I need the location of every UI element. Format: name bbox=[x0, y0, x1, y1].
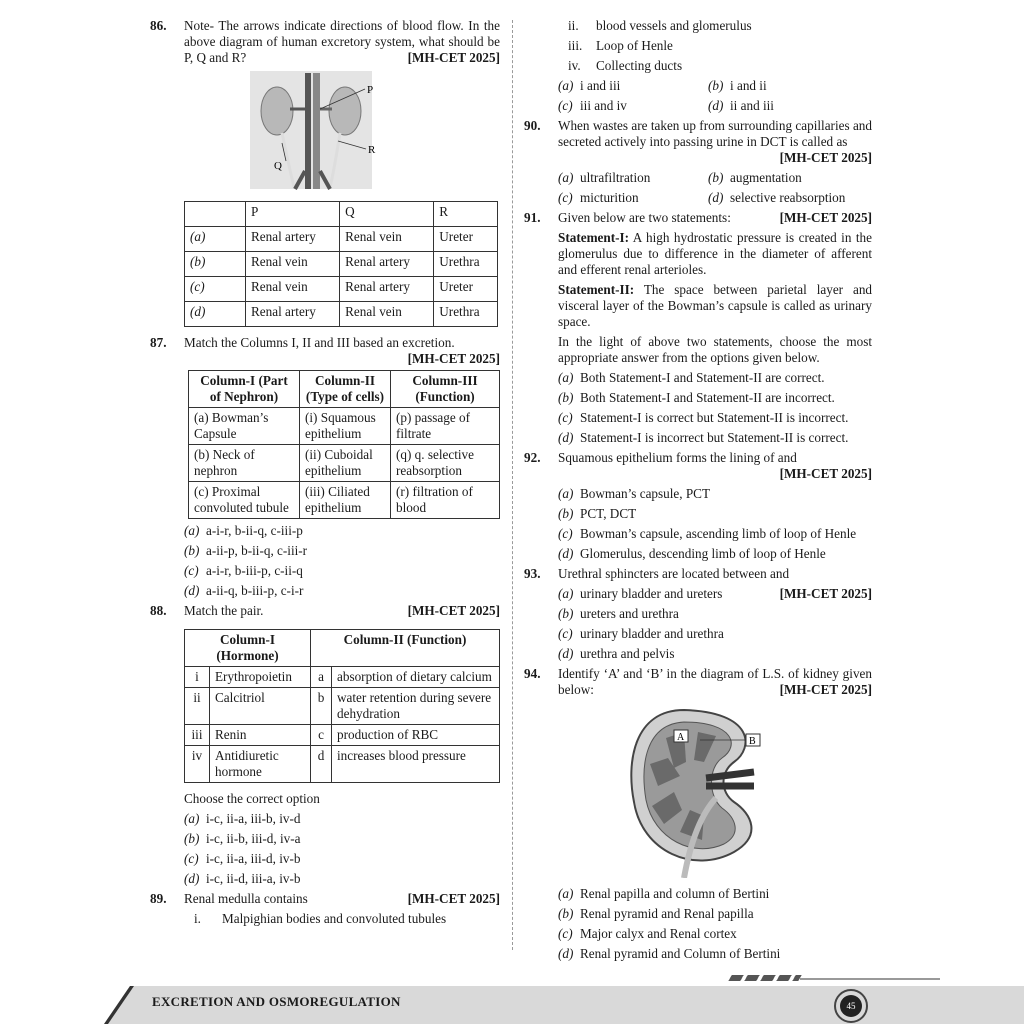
exam-tag: [MH-CET 2025] bbox=[779, 210, 872, 225]
question-number: 86. bbox=[150, 18, 167, 33]
option-letter: (b) bbox=[558, 606, 574, 621]
option-text: i-c, ii-d, iii-a, iv-b bbox=[206, 871, 301, 886]
table-cell: Antidiuretic hormone bbox=[210, 746, 311, 783]
option-text: ureters and urethra bbox=[580, 606, 679, 621]
table-cell: ii bbox=[185, 688, 210, 725]
option-text: Renal pyramid and Column of Bertini bbox=[580, 946, 781, 961]
question-92 bbox=[524, 450, 872, 482]
page-number: 45 bbox=[840, 995, 862, 1017]
footer-rule bbox=[800, 978, 940, 980]
table-cell: (ii) Cuboidal epithelium bbox=[300, 445, 391, 482]
option-text: iii and iv bbox=[580, 98, 627, 113]
option bbox=[524, 486, 872, 502]
table-cell: b bbox=[311, 688, 332, 725]
item-numeral: i. bbox=[194, 911, 201, 926]
question-89 bbox=[150, 891, 500, 907]
question-number: 88. bbox=[150, 603, 167, 618]
question-number: 90. bbox=[524, 118, 541, 133]
list-item bbox=[150, 911, 500, 927]
kidney-ls-figure bbox=[624, 702, 774, 878]
table-row bbox=[185, 277, 498, 302]
table-header-row bbox=[185, 202, 498, 227]
label-r: R bbox=[368, 144, 376, 156]
option-text: Renal papilla and column of Bertini bbox=[580, 886, 770, 901]
option-text: i and ii bbox=[730, 78, 767, 93]
option-letter: (c) bbox=[184, 851, 199, 866]
excretory-system-figure bbox=[250, 71, 380, 191]
table-cell: Ureter bbox=[434, 277, 498, 302]
option-text: Both Statement-I and Statement-II are incorrect. bbox=[580, 390, 835, 405]
option-text: ii and iii bbox=[730, 98, 774, 113]
option-letter: (a) bbox=[184, 811, 200, 826]
table-cell: Renal artery bbox=[246, 227, 340, 252]
option-letter: (b) bbox=[558, 506, 574, 521]
question-number: 91. bbox=[524, 210, 541, 225]
option-letter: (d) bbox=[708, 190, 724, 205]
option-letter: (c) bbox=[558, 410, 573, 425]
exam-tag: [MH-CET 2025] bbox=[779, 150, 872, 165]
question-86 bbox=[150, 18, 500, 66]
option bbox=[524, 946, 872, 962]
option-letter: (c) bbox=[558, 626, 573, 641]
option-text: PCT, DCT bbox=[580, 506, 637, 521]
table-cell: i bbox=[185, 667, 210, 688]
table-cell: Renal vein bbox=[340, 227, 434, 252]
question-text: Urethral sphincters are located between and bbox=[558, 566, 790, 581]
option-text: selective reabsorption bbox=[730, 190, 846, 205]
option bbox=[150, 543, 500, 559]
question-91 bbox=[524, 210, 872, 226]
option bbox=[524, 586, 872, 602]
option-text: Major calyx and Renal cortex bbox=[580, 926, 737, 941]
option-text: urethra and pelvis bbox=[580, 646, 675, 661]
exam-tag: [MH-CET 2025] bbox=[407, 351, 500, 366]
table-cell: Renal vein bbox=[340, 302, 434, 327]
table-cell: (r) filtration of blood bbox=[391, 482, 500, 519]
table-cell: (p) passage of filtrate bbox=[391, 408, 500, 445]
exam-tag: [MH-CET 2025] bbox=[407, 50, 500, 65]
option-letter: (a) bbox=[558, 886, 574, 901]
table-cell: Urethra bbox=[434, 302, 498, 327]
option-text: Statement-I is correct but Statement-II is incorrect. bbox=[580, 410, 849, 425]
item-text: Loop of Henle bbox=[596, 38, 673, 53]
table-cell: water retention during severe dehydration bbox=[332, 688, 500, 725]
item-text: Malpighian bodies and convoluted tubules bbox=[222, 911, 447, 926]
statement-1 bbox=[524, 230, 872, 278]
option-row bbox=[524, 170, 872, 186]
table-row bbox=[185, 252, 498, 277]
question-87 bbox=[150, 335, 500, 367]
option-letter: (b) bbox=[708, 78, 724, 93]
statement-text: A high hydrostatic pressure is created in the glomerulus due to difference in the diameter of afferent and efferent renal arterioles. bbox=[558, 230, 872, 277]
option-text: urinary bladder and urethra bbox=[580, 626, 724, 641]
table-row bbox=[185, 688, 500, 725]
exam-tag: [MH-CET 2025] bbox=[779, 682, 872, 697]
option-letter: (c) bbox=[558, 926, 573, 941]
option-letter: (b) bbox=[558, 906, 574, 921]
table-row bbox=[185, 725, 500, 746]
option bbox=[524, 370, 872, 386]
table-cell bbox=[185, 202, 246, 227]
table-header: Column-III (Function) bbox=[391, 371, 500, 408]
table-row bbox=[189, 445, 500, 482]
option bbox=[524, 906, 872, 922]
question-text: Note- The arrows indicate directions of blood flow. In the above diagram of human excretory system, what should be P, Q and R? bbox=[184, 18, 500, 65]
option-text: i-c, ii-b, iii-d, iv-a bbox=[206, 831, 301, 846]
list-item bbox=[524, 58, 872, 74]
question-90 bbox=[524, 118, 872, 166]
question-text: Match the Columns I, II and III based an excretion. bbox=[184, 335, 455, 350]
statement-label: Statement-I: bbox=[558, 230, 630, 245]
option bbox=[150, 871, 500, 887]
exam-tag: [MH-CET 2025] bbox=[779, 466, 872, 481]
option-letter: (d) bbox=[558, 546, 574, 561]
option-letter: (d) bbox=[558, 646, 574, 661]
table-cell: c bbox=[311, 725, 332, 746]
table-cell: Q bbox=[340, 202, 434, 227]
option-letter: (b) bbox=[184, 543, 200, 558]
option-letter: (d) bbox=[558, 946, 574, 961]
table-cell: (a) bbox=[185, 227, 246, 252]
option bbox=[524, 926, 872, 942]
table-row bbox=[189, 408, 500, 445]
option-row bbox=[524, 98, 872, 114]
table-cell: (b) Neck of nephron bbox=[189, 445, 300, 482]
question-text: Given below are two statements: bbox=[558, 210, 731, 225]
table-cell: (iii) Ciliated epithelium bbox=[300, 482, 391, 519]
option-text: a-i-r, b-iii-p, c-ii-q bbox=[206, 563, 303, 578]
option bbox=[524, 646, 872, 662]
exam-tag: [MH-CET 2025] bbox=[407, 891, 500, 906]
table-cell: Urethra bbox=[434, 252, 498, 277]
q87-table bbox=[188, 370, 500, 519]
label-q: Q bbox=[274, 160, 282, 172]
question-number: 92. bbox=[524, 450, 541, 465]
option bbox=[150, 523, 500, 539]
table-cell: iv bbox=[185, 746, 210, 783]
option-letter: (a) bbox=[558, 370, 574, 385]
table-cell: d bbox=[311, 746, 332, 783]
option bbox=[524, 606, 872, 622]
option-letter: (a) bbox=[558, 486, 574, 501]
option-letter: (c) bbox=[184, 563, 199, 578]
table-header: Column-I (Hormone) bbox=[185, 630, 311, 667]
option bbox=[150, 851, 500, 867]
question-number: 89. bbox=[150, 891, 167, 906]
table-cell: Renal vein bbox=[246, 252, 340, 277]
option-letter: (c) bbox=[558, 98, 573, 113]
label-b: B bbox=[749, 736, 756, 747]
question-93 bbox=[524, 566, 872, 582]
list-item bbox=[524, 38, 872, 54]
column-divider bbox=[512, 20, 513, 950]
list-item bbox=[524, 18, 872, 34]
question-text: Identify ‘A’ and ‘B’ in the diagram of L.S. of kidney given below: bbox=[558, 666, 872, 697]
q88-table bbox=[184, 629, 500, 783]
option-row bbox=[524, 78, 872, 94]
table-cell: (q) q. selective reabsorption bbox=[391, 445, 500, 482]
option-row bbox=[524, 190, 872, 206]
statement-text: The space between parietal layer and visceral layer of the Bowman’s capsule is called as urinary space. bbox=[558, 282, 873, 329]
table-cell: R bbox=[434, 202, 498, 227]
table-header-row bbox=[189, 371, 500, 408]
table-cell: (b) bbox=[185, 252, 246, 277]
table-cell: Renal vein bbox=[246, 277, 340, 302]
option-letter: (d) bbox=[708, 98, 724, 113]
option bbox=[524, 546, 872, 562]
question-text: When wastes are taken up from surrounding capillaries and secreted actively into passing urine in DCT is called as bbox=[558, 118, 872, 149]
option-letter: (c) bbox=[558, 526, 573, 541]
option-letter: (a) bbox=[558, 170, 574, 185]
right-column bbox=[524, 18, 872, 966]
option-letter: (b) bbox=[184, 831, 200, 846]
option-text: a-ii-p, b-ii-q, c-iii-r bbox=[206, 543, 308, 558]
question-94 bbox=[524, 666, 872, 698]
option bbox=[150, 831, 500, 847]
option-text: Bowman’s capsule, ascending limb of loop of Henle bbox=[580, 526, 857, 541]
statement-prompt: In the light of above two statements, choose the most appropriate answer from the options given below. bbox=[558, 334, 872, 365]
question-text: Squamous epithelium forms the lining of and bbox=[558, 450, 797, 465]
table-row bbox=[189, 482, 500, 519]
choose-prompt: Choose the correct option bbox=[184, 791, 320, 806]
table-cell: Renal artery bbox=[340, 252, 434, 277]
option bbox=[150, 811, 500, 827]
table-cell: Renal artery bbox=[340, 277, 434, 302]
option-letter: (a) bbox=[558, 78, 574, 93]
option-text: Renal pyramid and Renal papilla bbox=[580, 906, 754, 921]
item-numeral: ii. bbox=[568, 18, 579, 33]
table-cell: (c) bbox=[185, 277, 246, 302]
option bbox=[524, 526, 872, 542]
label-a: A bbox=[677, 732, 685, 743]
table-cell: absorption of dietary calcium bbox=[332, 667, 500, 688]
option bbox=[524, 506, 872, 522]
option-text: i and iii bbox=[580, 78, 621, 93]
statement-2 bbox=[524, 282, 872, 330]
table-cell: (a) Bowman’s Capsule bbox=[189, 408, 300, 445]
exam-tag: [MH-CET 2025] bbox=[407, 603, 500, 618]
table-header: Column-II (Function) bbox=[311, 630, 500, 667]
table-row bbox=[185, 227, 498, 252]
statement-label: Statement-II: bbox=[558, 282, 635, 297]
table-cell: (c) Proximal convoluted tubule bbox=[189, 482, 300, 519]
table-cell: (i) Squamous epithelium bbox=[300, 408, 391, 445]
option-text: ultrafiltration bbox=[580, 170, 651, 185]
table-row bbox=[185, 746, 500, 783]
label-p: P bbox=[367, 84, 374, 96]
option-text: urinary bladder and ureters bbox=[580, 586, 723, 601]
option bbox=[150, 583, 500, 599]
item-numeral: iii. bbox=[568, 38, 583, 53]
option bbox=[524, 886, 872, 902]
option-letter: (d) bbox=[184, 871, 200, 886]
table-row bbox=[185, 667, 500, 688]
question-number: 94. bbox=[524, 666, 541, 681]
table-cell: Calcitriol bbox=[210, 688, 311, 725]
item-text: blood vessels and glomerulus bbox=[596, 18, 752, 33]
option-text: Glomerulus, descending limb of loop of Henle bbox=[580, 546, 826, 561]
option-letter: (c) bbox=[558, 190, 573, 205]
item-text: Collecting ducts bbox=[596, 58, 683, 73]
table-cell: a bbox=[311, 667, 332, 688]
option bbox=[524, 390, 872, 406]
option-text: Both Statement-I and Statement-II are correct. bbox=[580, 370, 825, 385]
option bbox=[524, 410, 872, 426]
exam-tag: [MH-CET 2025] bbox=[779, 586, 872, 601]
option-text: Bowman’s capsule, PCT bbox=[580, 486, 711, 501]
option bbox=[524, 626, 872, 642]
table-header: Column-I (Part of Nephron) bbox=[189, 371, 300, 408]
q86-table bbox=[184, 201, 498, 327]
option-text: a-i-r, b-ii-q, c-iii-p bbox=[206, 523, 303, 538]
table-cell: P bbox=[246, 202, 340, 227]
option-letter: (d) bbox=[558, 430, 574, 445]
option-text: micturition bbox=[580, 190, 639, 205]
option-letter: (a) bbox=[184, 523, 200, 538]
question-88 bbox=[150, 603, 500, 619]
option-text: a-ii-q, b-iii-p, c-i-r bbox=[206, 583, 304, 598]
option-letter: (b) bbox=[558, 390, 574, 405]
table-cell: Renin bbox=[210, 725, 311, 746]
option-text: Statement-I is incorrect but Statement-II is correct. bbox=[580, 430, 849, 445]
footer-stripes bbox=[728, 975, 801, 981]
table-header-row bbox=[185, 630, 500, 667]
option-letter: (b) bbox=[708, 170, 724, 185]
item-numeral: iv. bbox=[568, 58, 581, 73]
table-header: Column-II (Type of cells) bbox=[300, 371, 391, 408]
option bbox=[524, 430, 872, 446]
question-number: 93. bbox=[524, 566, 541, 581]
option-text: i-c, ii-a, iii-d, iv-b bbox=[206, 851, 301, 866]
table-cell: increases blood pressure bbox=[332, 746, 500, 783]
left-column bbox=[150, 18, 500, 931]
option bbox=[150, 563, 500, 579]
option-letter: (d) bbox=[184, 583, 200, 598]
table-cell: (d) bbox=[185, 302, 246, 327]
chapter-title: EXCRETION AND OSMOREGULATION bbox=[152, 994, 401, 1009]
option-text: i-c, ii-a, iii-b, iv-d bbox=[206, 811, 301, 826]
table-cell: Renal artery bbox=[246, 302, 340, 327]
table-cell: Ureter bbox=[434, 227, 498, 252]
table-cell: iii bbox=[185, 725, 210, 746]
question-number: 87. bbox=[150, 335, 167, 350]
table-row bbox=[185, 302, 498, 327]
table-cell: production of RBC bbox=[332, 725, 500, 746]
table-cell: Erythropoietin bbox=[210, 667, 311, 688]
option-letter: (a) bbox=[558, 586, 574, 601]
question-text: Match the pair. bbox=[184, 603, 264, 618]
option-text: augmentation bbox=[730, 170, 802, 185]
question-text: Renal medulla contains bbox=[184, 891, 308, 906]
